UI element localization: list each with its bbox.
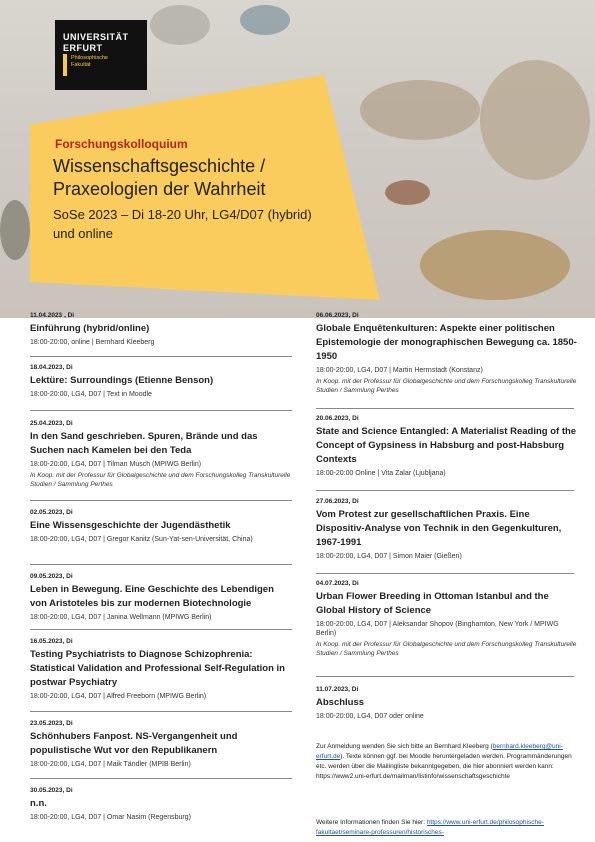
- event-meta: 18:00-20:00, LG4, D07 | Alfred Freeborn (MPIWG Berlin): [30, 693, 207, 700]
- divider: [316, 573, 574, 574]
- event-meta: 18:00-20:00, online | Bernhard Kleeberg: [30, 339, 155, 346]
- event-title: Globale Enquêtenkulturen: Aspekte einer politischen Epistemologie der monographischen Bewegung ca. 1850-1950: [316, 323, 577, 362]
- event-title: Lektüre: Surroundings (Etienne Benson): [30, 375, 214, 386]
- info-text: ). Texte können ggf. bei Moodle heruntergeladen werden. Programmänderungen etc. werden über die Mailingliste bekanntgegeben, die hier abonniert werden kann: https://www2.uni-erfurt.de/mailman/listinfo/wissenschaftsgeschichte: [316, 753, 572, 780]
- info-text: Weitere Informationen finden Sie hier:: [316, 819, 427, 826]
- event-date: 25.04.2023, Di: [30, 420, 73, 427]
- title-line1: Wissenschaftsgeschichte /: [53, 156, 266, 176]
- event-note: In Koop. mit der Professur für Globalgeschichte und dem Forschungskolleg Transkulturelle Studien / Sammlung Perthes: [316, 378, 577, 394]
- event-date: 11.07.2023, Di: [316, 686, 359, 693]
- event-meta: 18:00-20:00, LG4, D07 | Maik Tändler (MPIB Berlin): [30, 761, 191, 768]
- divider: [30, 500, 292, 501]
- event-date: 30.05.2023, Di: [30, 787, 73, 794]
- subtitle-line1: SoSe 2023 – Di 18-20 Uhr, LG4/D07 (hybrid): [53, 207, 312, 222]
- event-date: 16.05.2023, Di: [30, 638, 73, 645]
- event-date: 23.05.2023, Di: [30, 720, 73, 727]
- moth-image: [480, 60, 590, 180]
- event-meta: 18:00-20:00, LG4, D07 | Gregor Kanitz (Sun-Yat-sen-Universität, China): [30, 536, 253, 543]
- info-link[interactable]: https://www.uni-erfurt.de/philosophische-fakultaet/seminare-professuren/historisches-: [316, 819, 544, 836]
- university-logo: [55, 20, 147, 90]
- event-meta: 18:00-20:00, LG4, D07 | Tilman Musch (MPIWG Berlin): [30, 461, 202, 468]
- insect-image: [0, 200, 30, 260]
- event-date: 27.06.2023, Di: [316, 498, 359, 505]
- logo-sub: [71, 55, 108, 69]
- event-note: In Koop. mit der Professur für Globalgeschichte und dem Forschungskolleg Transkulturelle Studien / Sammlung Perthes: [316, 641, 577, 657]
- event-date: 18.04.2023, Di: [30, 364, 73, 371]
- event-item: [316, 498, 578, 561]
- event-meta: 18:00-20:00 Online | Vita Zalar (Ljubljana): [316, 470, 446, 477]
- info-text: Zur Anmeldung wenden Sie sich bitte an Bernhard Kleeberg (: [316, 743, 493, 750]
- event-date: 04.07.2023, Di: [316, 580, 359, 587]
- event-title: Vom Protest zur gesellschaftlichen Praxis. Eine Dispositiv-Analyse von Technik in den Gegenkulturen, 1967-1991: [316, 509, 562, 548]
- event-item: [30, 312, 292, 347]
- divider: [316, 490, 574, 491]
- event-title: Eine Wissensgeschichte der Jugendästhetik: [30, 520, 231, 531]
- event-date: 09.05.2023, Di: [30, 573, 73, 580]
- event-item: [30, 364, 292, 399]
- beetle-image: [240, 5, 290, 35]
- event-meta: 18:00-20:00, LG4, D07 oder online: [316, 713, 424, 720]
- divider: [316, 676, 574, 677]
- event-title: Urban Flower Breeding in Ottoman Istanbul and the Global History of Science: [316, 591, 549, 616]
- grasshopper-image: [420, 230, 570, 300]
- event-item: [30, 420, 292, 489]
- event-meta: 18:00-20:00, LG4, D07 | Martin Herrnstadt (Konstanz): [316, 367, 483, 374]
- event-title: Abschluss: [316, 697, 365, 708]
- event-title: In den Sand geschrieben. Spuren, Brände und das Suchen nach Kamelen bei den Teda: [30, 431, 258, 456]
- logo-sub1: Philosophische: [71, 55, 108, 61]
- event-meta: 18:00-20:00, LG4, D07 | Text in Moodle: [30, 391, 152, 398]
- more-info: [316, 818, 574, 838]
- event-date: 11.04.2023 , Di: [30, 312, 75, 319]
- event-item: [316, 686, 578, 721]
- event-meta: 18:00-20:00, LG4, D07 | Janina Wellmann (MPIWG Berlin): [30, 614, 212, 621]
- kicker: Forschungskolloquium: [55, 137, 188, 151]
- logo-sub2: Fakultät: [71, 62, 91, 68]
- event-item: [30, 509, 292, 544]
- divider: [30, 356, 292, 357]
- event-item: [30, 573, 292, 622]
- event-title: Schönhubers Fanpost. NS-Vergangenheit und populistische Wut vor den Republikanern: [30, 731, 238, 756]
- logo-line2: ERFURT: [63, 43, 103, 53]
- email-link[interactable]: bernhard.kleeberg@uni-erfurt.de: [316, 743, 563, 760]
- title-line2: Praxeologien der Wahrheit: [53, 179, 266, 199]
- event-item: [30, 638, 292, 701]
- insect-image: [360, 80, 480, 140]
- event-meta: 18:00-20:00, LG4, D07 | Aleksandar Shopov (Binghamton, New York / MPIWG Berlin): [316, 621, 559, 637]
- divider: [30, 410, 292, 411]
- logo-line1: UNIVERSITÄT: [63, 32, 129, 42]
- event-date: 02.05.2023, Di: [30, 509, 73, 516]
- divider: [30, 778, 292, 779]
- registration-info: [316, 742, 574, 782]
- event-item: [316, 580, 578, 658]
- page-title: [53, 155, 265, 201]
- divider: [30, 629, 292, 630]
- event-date: 06.06.2023, Di: [316, 312, 359, 319]
- event-meta: 18:00-20:00, LG4, D07 | Omar Nasim (Regensburg): [30, 814, 191, 821]
- event-title: State and Science Entangled: A Materialist Reading of the Concept of Gypsiness in Habsburg and post-Habsburg Contexts: [316, 426, 577, 465]
- subtitle: [53, 205, 373, 243]
- divider: [316, 408, 574, 409]
- event-item: [30, 720, 292, 769]
- event-meta: 18:00-20:00, LG4, D07 | Simon Maier (Gießen): [316, 553, 462, 560]
- event-item: [316, 312, 578, 395]
- event-date: 20.06.2023, Di: [316, 415, 359, 422]
- event-note: In Koop. mit der Professur für Globalgeschichte und dem Forschungskolleg Transkulturelle Studien / Sammlung Perthes: [30, 472, 291, 488]
- insect-image: [385, 180, 430, 205]
- event-title: Leben in Bewegung. Eine Geschichte des Lebendigen von Aristoteles bis zur modernen Biotechnologie: [30, 584, 274, 609]
- event-title: Testing Psychiatrists to Diagnose Schizophrenia: Statistical Validation and Professional Self-Regulation in postwar Psychiatry: [30, 649, 285, 688]
- event-title: n.n.: [30, 798, 47, 809]
- divider: [30, 711, 292, 712]
- subtitle-line2: und online: [53, 226, 113, 241]
- logo-bar: [63, 54, 67, 76]
- event-item: [30, 787, 292, 822]
- event-title: Einführung (hybrid/online): [30, 323, 150, 334]
- insect-image: [150, 5, 210, 45]
- divider: [30, 564, 292, 565]
- event-item: [316, 415, 578, 478]
